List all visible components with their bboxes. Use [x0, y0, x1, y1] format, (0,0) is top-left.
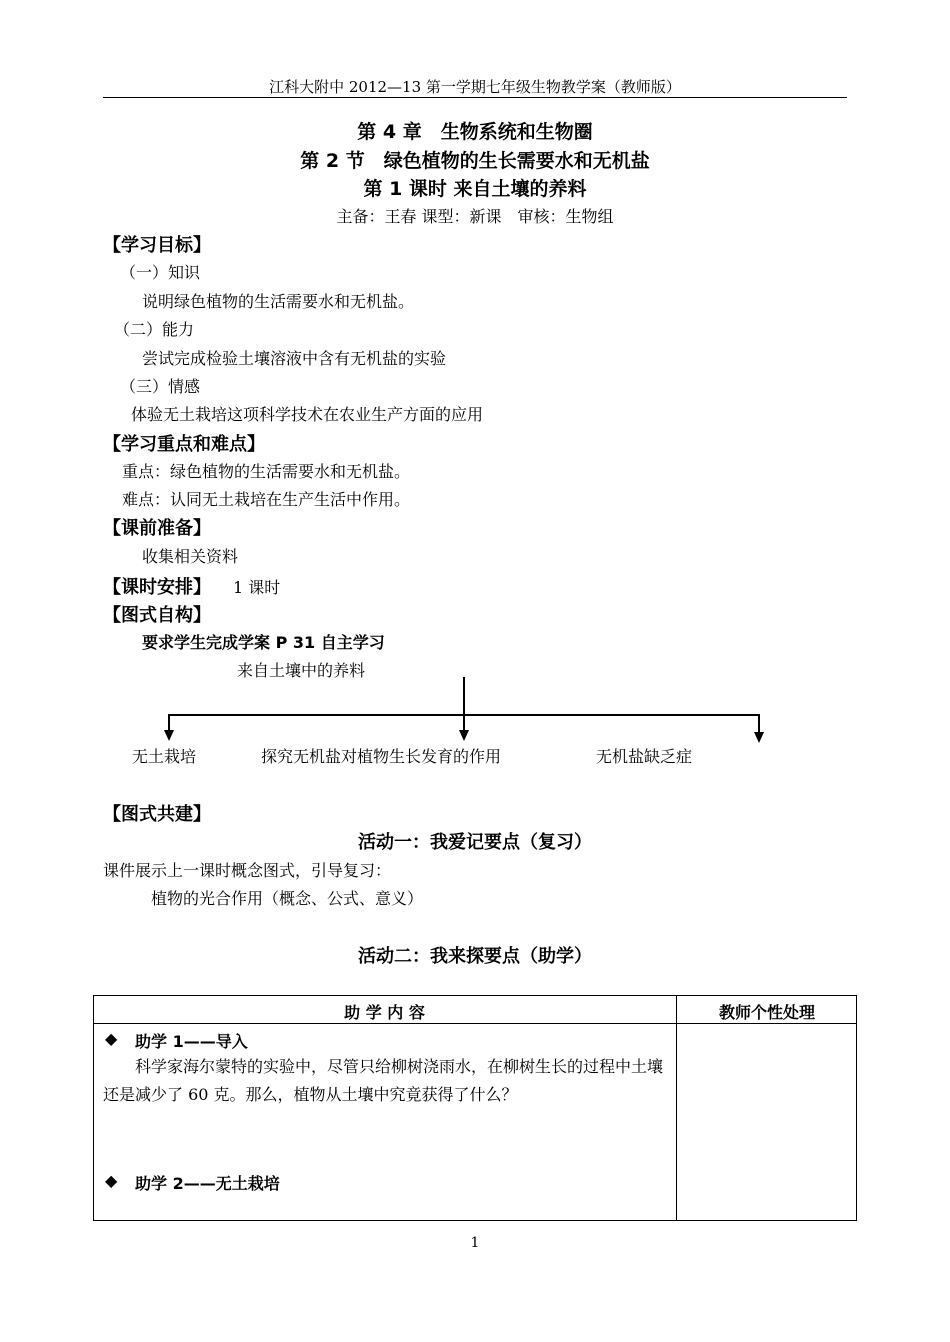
emotion-text: 体验无土栽培这项科学技术在农业生产方面的应用 [131, 405, 484, 424]
activity1-title: 活动一：我爱记要点（复习） [358, 832, 592, 853]
item1-text: 科学家海尔蒙特的实验中，尽管只给柳树浇雨水，在柳树生长的过程中土壤还是减少了 60 克。那么，植物从土壤中究竟获得了什么？ [103, 1057, 664, 1104]
bullet-icon: ◆ [105, 1171, 118, 1190]
header-rule [103, 97, 847, 98]
keypoints-heading: 【学习重点和难点】 [103, 434, 265, 455]
item1-title: 助学 1——导入 [135, 1032, 248, 1051]
diagram-instruction: 要求学生完成学案 P 31 自主学习 [142, 633, 385, 652]
difficulty-text: 难点：认同无土栽培在生产生活中作用。 [122, 490, 411, 509]
branch-deficiency: 无机盐缺乏症 [596, 747, 693, 766]
emotion-label: （三）情感 [120, 377, 201, 396]
ability-text: 尝试完成检验土壤溶液中含有无机盐的实验 [142, 349, 447, 368]
diagram-heading: 【图式自构】 [103, 605, 211, 626]
schedule-text: 1 课时 [233, 578, 281, 597]
coconstruct-heading: 【图式共建】 [103, 804, 211, 825]
credits-line: 主备：王春 课型：新课 审核：生物组 [336, 207, 614, 226]
knowledge-label: （一）知识 [120, 263, 201, 282]
section-title: 第 2 节 绿色植物的生长需要水和无机盐 [300, 150, 650, 172]
branch-bar [168, 714, 759, 716]
focus-text: 重点：绿色植物的生活需要水和无机盐。 [122, 462, 411, 481]
lesson-title: 第 1 课时 来自土壤的养料 [363, 178, 587, 200]
page-header: 江科大附中 2012—13 第一学期七年级生物教学案（教师版） [269, 78, 681, 96]
item2-title: 助学 2——无土栽培 [135, 1174, 280, 1193]
arrow-middle [459, 730, 469, 741]
table-col-divider [676, 995, 677, 1221]
knowledge-text: 说明绿色植物的生活需要水和无机盐。 [142, 292, 415, 311]
ability-label: （二）能力 [114, 320, 195, 339]
table-header-content: 助 学 内 容 [344, 1003, 425, 1022]
diagram-root: 来自土壤中的养料 [237, 661, 366, 680]
arrow-right [754, 732, 764, 743]
branch-soilless: 无土栽培 [132, 747, 197, 766]
chapter-title: 第 4 章 生物系统和生物圈 [357, 121, 593, 143]
table-header-divider [93, 1023, 857, 1024]
activity1-line2: 植物的光合作用（概念、公式、意义） [151, 889, 424, 908]
page-number: 1 [470, 1235, 480, 1251]
branch-explore: 探究无机盐对植物生长发育的作用 [261, 747, 502, 766]
preparation-heading: 【课前准备】 [103, 518, 211, 539]
activity2-title: 活动二：我来探要点（助学） [358, 946, 592, 967]
table-header-teacher: 教师个性处理 [718, 1003, 815, 1022]
preparation-text: 收集相关资料 [142, 547, 239, 566]
activity1-line1: 课件展示上一课时概念图式，引导复习： [103, 861, 392, 880]
schedule-heading: 【课时安排】 [103, 577, 211, 598]
arrow-left [164, 730, 174, 741]
objectives-heading: 【学习目标】 [103, 235, 211, 256]
bullet-icon: ◆ [105, 1029, 118, 1048]
right-branch-stem [758, 714, 760, 734]
